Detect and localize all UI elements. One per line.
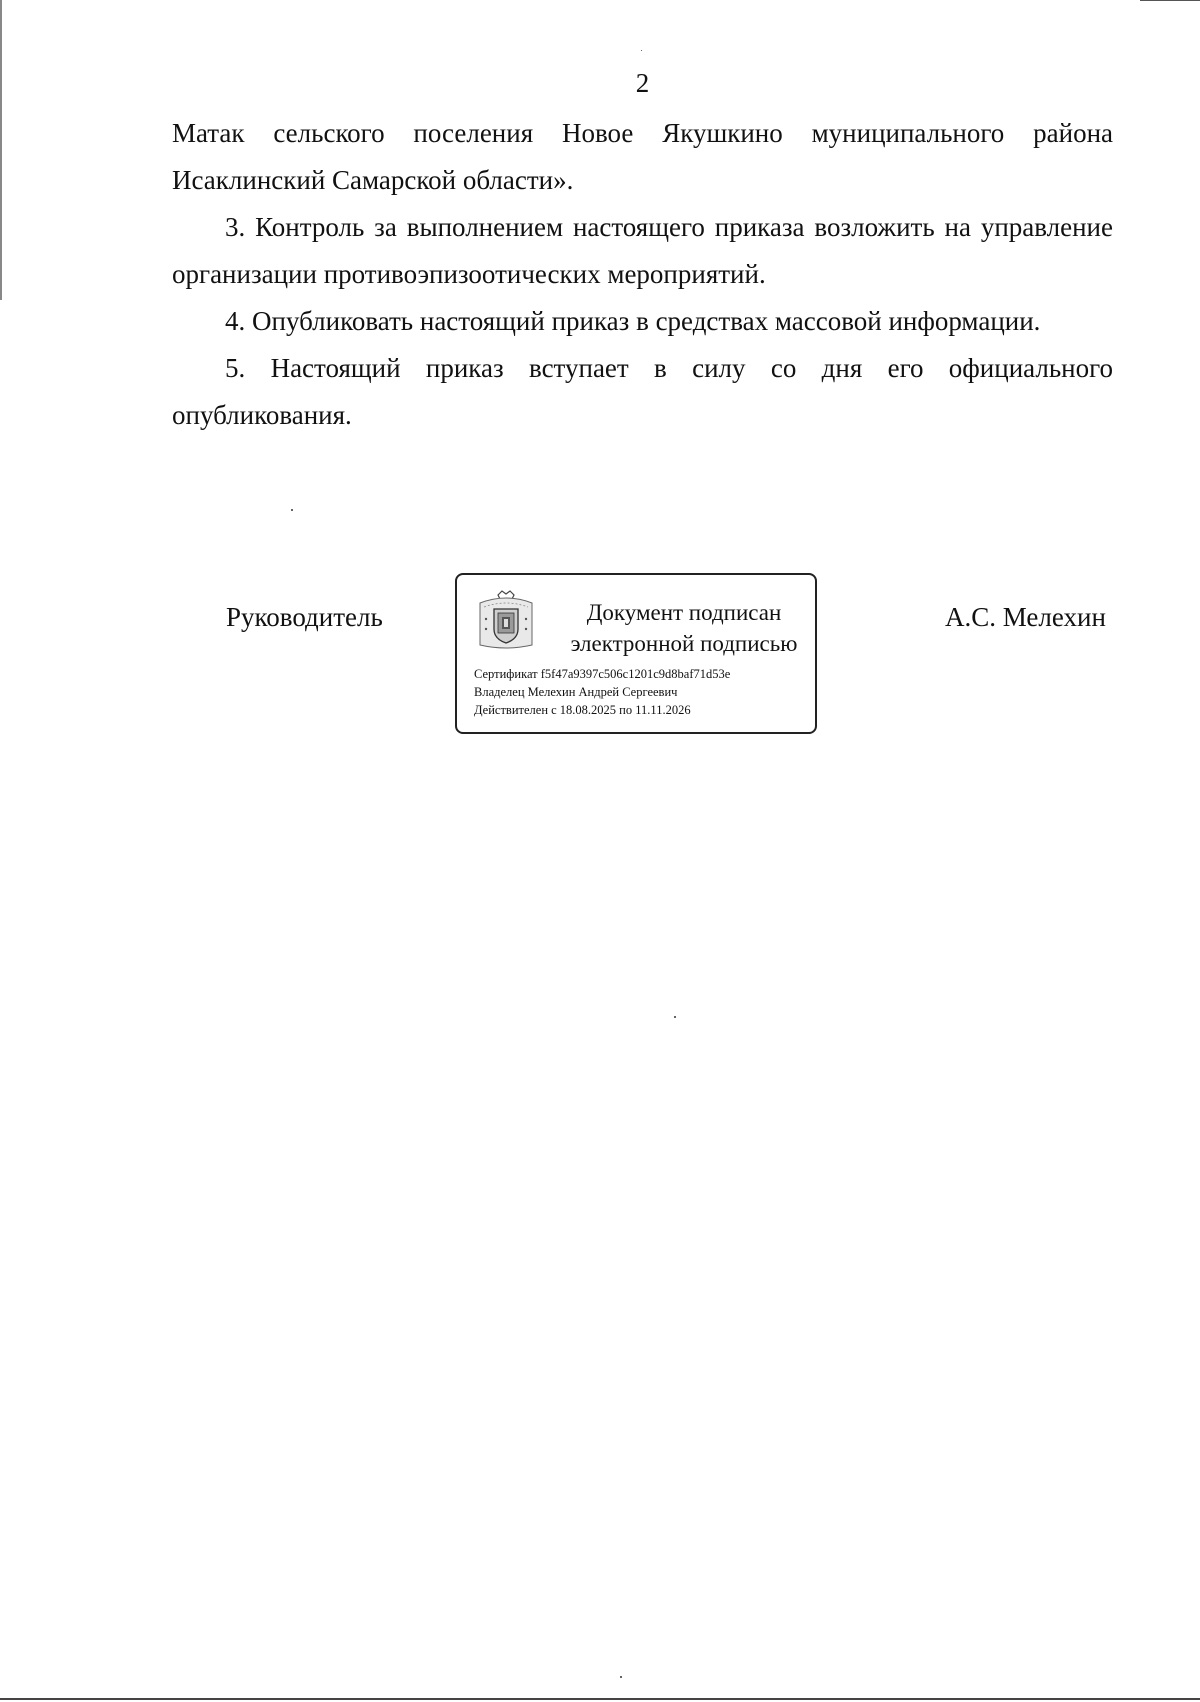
scan-artifact-top-line xyxy=(1140,0,1200,1)
scan-speck xyxy=(641,50,642,51)
signature-block xyxy=(0,570,1200,740)
esig-title-line-2: электронной подписью xyxy=(570,631,798,656)
scan-speck xyxy=(620,1676,622,1678)
esig-owner: Владелец Мелехин Андрей Сергеевич xyxy=(474,685,678,699)
scan-artifact-bottom-line xyxy=(0,1698,1200,1700)
paragraph-item-4: 4. Опубликовать настоящий приказ в средствах массовой информации. xyxy=(225,306,1041,336)
document-body xyxy=(172,110,1113,439)
esig-title-line-1: Документ подписан xyxy=(586,600,782,625)
scan-artifact-left-edge xyxy=(0,0,2,300)
page-number: 2 xyxy=(635,68,650,98)
electronic-signature-stamp xyxy=(455,573,817,734)
esig-certificate: Сертификат f5f47a9397c506c1201c9d8baf71d53e xyxy=(474,667,731,681)
scan-speck xyxy=(291,509,293,511)
esig-title xyxy=(553,597,815,659)
paragraph-item-5: 5. Настоящий приказ вступает в силу со дня его официального опубликования. xyxy=(172,353,1113,430)
esig-details xyxy=(474,665,730,719)
coat-of-arms-emblem-icon xyxy=(474,589,538,651)
paragraph-continuation: Матак сельского поселения Новое Якушкино муниципального района Исаклинский Самарской области». xyxy=(172,118,1113,195)
signer-name: А.С. Мелехин xyxy=(945,602,1106,632)
scan-speck xyxy=(674,1016,676,1018)
esig-validity: Действителен с 18.08.2025 по 11.11.2026 xyxy=(474,703,691,717)
paragraph-item-3: 3. Контроль за выполнением настоящего приказа возложить на управление организации противоэпизоотических мероприятий. xyxy=(172,212,1113,289)
signer-position: Руководитель xyxy=(226,602,383,632)
